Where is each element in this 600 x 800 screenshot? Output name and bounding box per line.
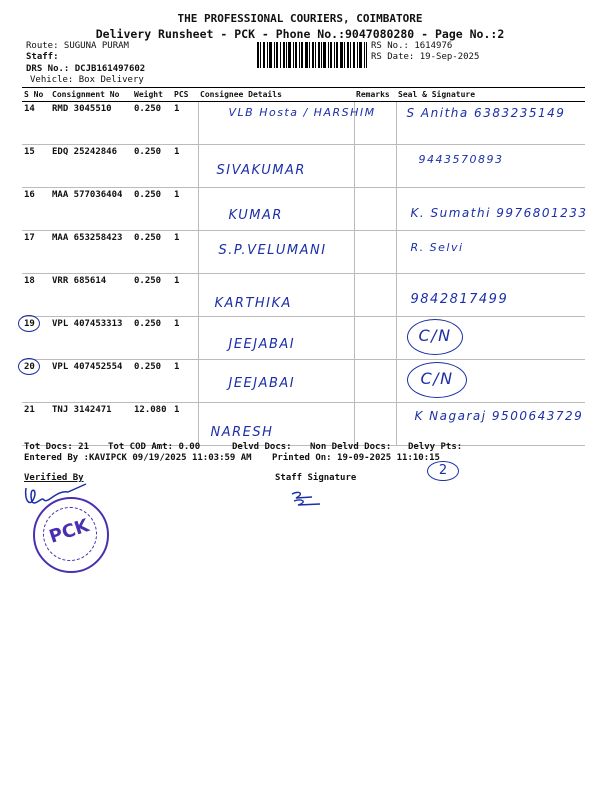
entered-by: Entered By :KAVIPCK 09/19/2025 11:03:59 AM xyxy=(24,453,252,463)
remarks-cell xyxy=(354,145,396,188)
col-sno: S No xyxy=(22,88,50,102)
handwritten-consignee: JEEJABAI xyxy=(228,337,296,352)
col-consignment: Consignment No xyxy=(50,88,132,102)
row-sno: 18 xyxy=(22,274,50,317)
signature-cell xyxy=(396,102,585,145)
row-sno: 21 xyxy=(22,403,50,446)
handwritten-consignee: S.P.VELUMANI xyxy=(218,243,327,258)
consignee-cell xyxy=(198,360,354,403)
consignee-cell xyxy=(198,145,354,188)
consignee-cell xyxy=(198,102,376,145)
col-weight: Weight xyxy=(132,88,172,102)
total-docs: Tot Docs: 21 xyxy=(24,442,90,452)
total-cod-amount: Tot COD Amt: 0.00 xyxy=(108,442,201,452)
col-consignee: Consignee Details xyxy=(198,88,354,102)
handwritten-signature: K. Sumathi 9976801233 xyxy=(410,206,588,220)
signature-cell xyxy=(396,403,585,446)
runsheet-table xyxy=(22,87,588,446)
row-weight: 0.250 xyxy=(132,360,172,403)
row-sno: 14 xyxy=(22,102,50,145)
handwritten-signature: 9842817499 xyxy=(410,292,509,307)
remarks-cell xyxy=(354,403,396,446)
row-sno: 16 xyxy=(22,188,50,231)
staff-signature-label: Staff Signature xyxy=(275,473,357,483)
row-sno: 20 xyxy=(22,360,50,403)
rs-number: RS No.: 1614976 xyxy=(371,41,453,51)
remarks-cell xyxy=(354,360,396,403)
table-row xyxy=(22,102,585,145)
table-row xyxy=(22,360,585,403)
verified-by-label: Verified By xyxy=(24,473,84,483)
row-pcs: 1 xyxy=(172,274,198,317)
handwritten-consignee: KUMAR xyxy=(228,208,283,223)
row-weight: 0.250 xyxy=(132,231,172,274)
table-header-row xyxy=(22,88,585,102)
row-consignment: MAA 577036404 xyxy=(50,188,132,231)
handwritten-signature: C/N xyxy=(418,326,452,345)
table-row xyxy=(22,274,585,317)
handwritten-signature: C/N xyxy=(420,369,454,388)
row-consignment: VRR 685614 xyxy=(50,274,132,317)
row-weight: 12.080 xyxy=(132,403,172,446)
signature-cell xyxy=(396,274,585,317)
handwritten-signature: R. Selvi xyxy=(410,241,464,254)
signature-cell xyxy=(396,145,585,188)
row-consignment: VPL 407452554 xyxy=(50,360,132,403)
page-number-mark: 2 xyxy=(427,461,459,481)
staff-signature xyxy=(286,488,326,510)
row-consignment: RMD 3045510 xyxy=(50,102,132,145)
row-weight: 0.250 xyxy=(132,145,172,188)
handwritten-signature: 9443570893 xyxy=(418,153,504,166)
stamp-text: PCK xyxy=(46,515,92,548)
table-row xyxy=(22,403,585,446)
handwritten-signature: S Anitha 6383235149 xyxy=(406,106,566,120)
consignee-cell xyxy=(198,403,354,446)
table-row xyxy=(22,231,585,274)
non-delivered-docs: Non Delvd Docs: xyxy=(310,442,392,452)
row-consignment: EDQ 25242846 xyxy=(50,145,132,188)
handwritten-consignee: SIVAKUMAR xyxy=(216,163,306,178)
row-weight: 0.250 xyxy=(132,188,172,231)
row-sno: 19 xyxy=(22,317,50,360)
handwritten-consignee: JEEJABAI xyxy=(228,376,296,391)
row-consignment: VPL 407453313 xyxy=(50,317,132,360)
row-weight: 0.250 xyxy=(132,274,172,317)
signature-cell xyxy=(396,188,588,231)
staff-label: Staff: xyxy=(26,52,59,62)
signature-cell xyxy=(396,231,585,274)
vehicle: Vehicle: Box Delivery xyxy=(30,75,144,85)
col-pcs: PCS xyxy=(172,88,198,102)
remarks-cell xyxy=(354,317,396,360)
row-weight: 0.250 xyxy=(132,102,172,145)
drs-number: DRS No.: DCJB161497602 xyxy=(26,64,146,74)
row-sno: 15 xyxy=(22,145,50,188)
handwritten-consignee: NARESH xyxy=(210,425,274,440)
row-consignment: TNJ 3142471 xyxy=(50,403,132,446)
row-pcs: 1 xyxy=(172,360,198,403)
remarks-cell xyxy=(354,231,396,274)
consignee-cell xyxy=(198,274,354,317)
remarks-cell xyxy=(354,102,396,145)
consignee-cell xyxy=(198,317,354,360)
consignee-cell xyxy=(198,231,354,274)
remarks-cell xyxy=(354,274,396,317)
signature-cell xyxy=(396,360,585,403)
printed-on: Printed On: 19-09-2025 11:10:15 xyxy=(272,453,440,463)
rs-date: RS Date: 19-Sep-2025 xyxy=(371,52,480,62)
row-pcs: 1 xyxy=(172,102,198,145)
row-weight: 0.250 xyxy=(132,317,172,360)
row-consignment: MAA 653258423 xyxy=(50,231,132,274)
signature-cell xyxy=(396,317,585,360)
table-row xyxy=(22,317,585,360)
consignee-cell xyxy=(198,188,354,231)
row-sno: 17 xyxy=(22,231,50,274)
barcode xyxy=(257,42,367,68)
handwritten-signature: K Nagaraj 9500643729 xyxy=(414,409,584,423)
row-pcs: 1 xyxy=(172,145,198,188)
handwritten-consignee: VLB Hosta / HARSHIM xyxy=(228,106,376,119)
company-name: THE PROFESSIONAL COURIERS, COIMBATORE xyxy=(177,12,423,25)
delivery-points: Delvy Pts: xyxy=(408,442,463,452)
row-pcs: 1 xyxy=(172,231,198,274)
handwritten-consignee: KARTHIKA xyxy=(214,296,292,311)
pck-stamp xyxy=(33,497,109,573)
row-pcs: 1 xyxy=(172,188,198,231)
row-pcs: 1 xyxy=(172,317,198,360)
table-row xyxy=(22,188,585,231)
table-row xyxy=(22,145,585,188)
route: Route: SUGUNA PURAM xyxy=(26,41,129,51)
col-remarks: Remarks xyxy=(354,88,396,102)
runsheet-title: Delivery Runsheet - PCK - Phone No.:9047080280 - Page No.:2 xyxy=(95,27,505,41)
remarks-cell xyxy=(354,188,396,231)
row-pcs: 1 xyxy=(172,403,198,446)
delivered-docs: Delvd Docs: xyxy=(232,442,292,452)
col-signature: Seal & Signature xyxy=(396,88,585,102)
